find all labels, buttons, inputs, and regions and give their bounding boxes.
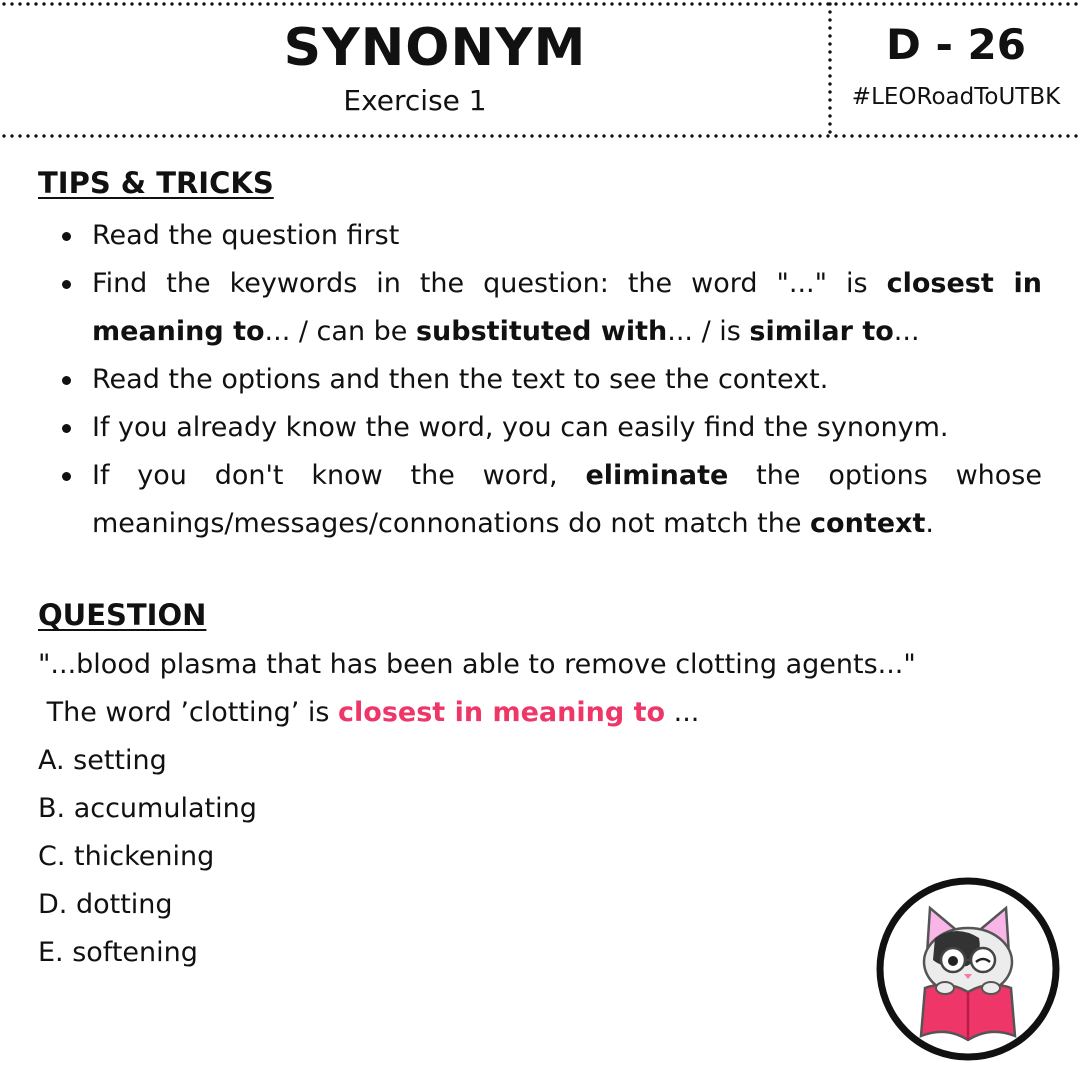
tip-text: .: [925, 508, 934, 539]
question-quote: "...blood plasma that has been able to remove clotting agents...": [38, 649, 916, 680]
prompt-text: The word ’clotting’ is: [38, 697, 339, 728]
tip-text: ... / can be: [264, 316, 416, 347]
option-b: B. accumulating: [38, 793, 257, 824]
tip-item: [62, 356, 1042, 404]
tip-keyword: similar to: [749, 316, 894, 347]
tip-text: ... / is: [667, 316, 750, 347]
option-c: C. thickening: [38, 841, 215, 872]
tip-text: ...: [893, 316, 920, 347]
tip-text: Read the options and then the text to see the context.: [92, 364, 829, 395]
tip-item: [62, 452, 1042, 548]
header-bottom-border: [0, 134, 1080, 138]
question-prompt: [38, 689, 1038, 737]
tip-item: [62, 260, 1042, 356]
tip-text: Find the keywords in the question: the word "..." is: [92, 268, 887, 299]
tip-keyword: substituted with: [415, 316, 668, 347]
day-counter: D - 26: [886, 20, 1026, 69]
tip-text: the options whose meanings/messages/connonations do not match the: [92, 460, 1042, 539]
question-heading: QUESTION: [38, 598, 207, 632]
tip-item: [62, 404, 1042, 452]
tip-keyword: eliminate: [585, 460, 729, 491]
option-d: D. dotting: [38, 889, 173, 920]
page-title: SYNONYM: [283, 18, 587, 78]
prompt-highlight: closest in meaning to: [338, 697, 666, 728]
tip-keyword: context: [810, 508, 926, 539]
cat-reading-book-icon: [875, 876, 1061, 1062]
option-a: A. setting: [38, 745, 167, 776]
tips-list: [62, 212, 1042, 548]
tips-heading: TIPS & TRICKS: [38, 166, 274, 200]
tip-text: Read the question first: [92, 220, 400, 251]
prompt-text: ...: [665, 697, 700, 728]
option-e: E. softening: [38, 937, 198, 968]
tip-keyword: closest in meaning to: [92, 268, 1042, 347]
page-subtitle: Exercise 1: [343, 84, 487, 117]
hashtag: #LEORoadToUTBK: [851, 84, 1061, 110]
header-top-border: [0, 2, 1080, 6]
tip-item: [62, 212, 1042, 260]
tip-text: If you already know the word, you can easily find the synonym.: [92, 412, 949, 443]
tip-text: If you don't know the word,: [92, 460, 586, 491]
